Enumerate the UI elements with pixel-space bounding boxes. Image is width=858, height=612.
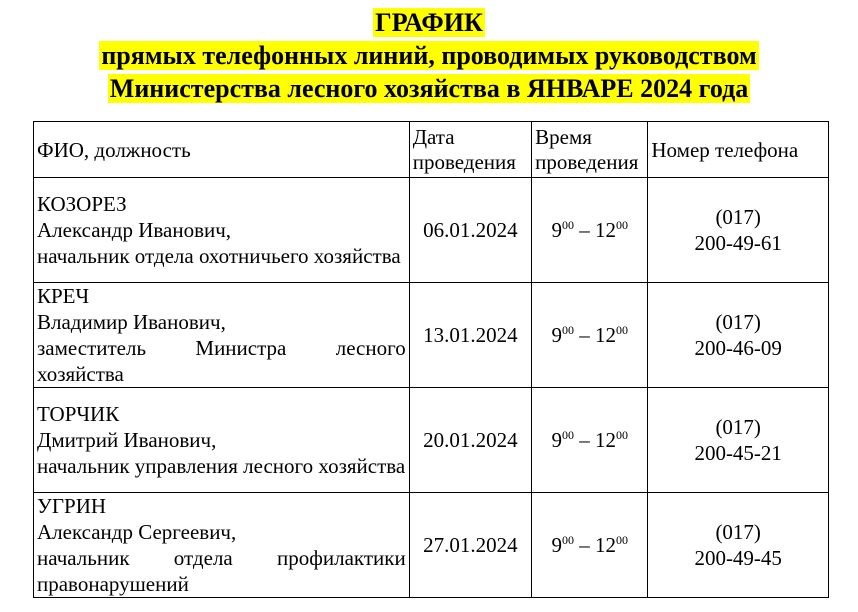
official-given-names: Владимир Иванович, bbox=[37, 310, 226, 334]
official-cell bbox=[34, 283, 410, 388]
official-given-names: Александр Иванович, bbox=[37, 218, 232, 242]
date-cell: 13.01.2024 bbox=[409, 283, 531, 388]
phone-cell bbox=[648, 178, 829, 283]
document-subtitle-2: Министерства лесного хозяйства в ЯНВАРЕ 2024 года bbox=[109, 74, 749, 103]
schedule-table bbox=[33, 121, 829, 598]
time-cell bbox=[532, 388, 648, 493]
time-end-minutes: 00 bbox=[616, 533, 629, 547]
time-separator: – bbox=[574, 323, 596, 347]
phone-code: (017) bbox=[715, 520, 761, 544]
official-surname: КОЗОРЕЗ bbox=[37, 192, 127, 216]
document-title-line bbox=[0, 6, 858, 39]
date-cell: 27.01.2024 bbox=[409, 493, 531, 598]
official-position: начальник управления лесного хозяйства bbox=[37, 454, 406, 478]
table-row bbox=[34, 388, 829, 493]
phone-code: (017) bbox=[715, 205, 761, 229]
table-row bbox=[34, 178, 829, 283]
time-end-hour: 12 bbox=[595, 218, 617, 242]
phone-number: 200-49-45 bbox=[694, 546, 782, 570]
column-header-time: Время проведения bbox=[532, 122, 648, 178]
time-start-hour: 9 bbox=[551, 323, 563, 347]
official-surname: УГРИН bbox=[37, 494, 107, 518]
official-position: начальник отдела профилактики правонарушений bbox=[37, 546, 406, 596]
time-start-hour: 9 bbox=[551, 533, 563, 557]
time-start-hour: 9 bbox=[551, 218, 563, 242]
column-header-date: Дата проведения bbox=[409, 122, 531, 178]
official-given-names: Александр Сергеевич, bbox=[37, 520, 237, 544]
time-cell bbox=[532, 178, 648, 283]
phone-number: 200-49-61 bbox=[694, 231, 782, 255]
official-cell bbox=[34, 388, 410, 493]
column-header-phone: Номер телефона bbox=[648, 122, 829, 178]
time-end-minutes: 00 bbox=[616, 323, 629, 337]
document-subtitle-1: прямых телефонных линий, проводимых руководством bbox=[101, 41, 757, 70]
time-start-hour: 9 bbox=[551, 428, 563, 452]
document-subtitle-line-1 bbox=[0, 39, 858, 72]
document-subtitle-line-2 bbox=[0, 72, 858, 105]
time-cell bbox=[532, 493, 648, 598]
official-surname: КРЕЧ bbox=[37, 284, 90, 308]
time-end-hour: 12 bbox=[595, 323, 617, 347]
official-position: начальник отдела охотничьего хозяйства bbox=[37, 244, 401, 268]
document-header bbox=[0, 6, 858, 105]
time-start-minutes: 00 bbox=[562, 533, 575, 547]
phone-cell bbox=[648, 493, 829, 598]
time-end-hour: 12 bbox=[595, 533, 617, 557]
official-position: заместитель Министра лесного хозяйства bbox=[37, 336, 406, 386]
time-start-minutes: 00 bbox=[562, 323, 575, 337]
phone-number: 200-46-09 bbox=[694, 336, 782, 360]
time-end-minutes: 00 bbox=[616, 218, 629, 232]
phone-cell bbox=[648, 388, 829, 493]
table-row bbox=[34, 493, 829, 598]
column-header-name: ФИО, должность bbox=[34, 122, 410, 178]
phone-code: (017) bbox=[715, 415, 761, 439]
official-surname: ТОРЧИК bbox=[37, 402, 120, 426]
official-given-names: Дмитрий Иванович, bbox=[37, 428, 217, 452]
official-cell bbox=[34, 493, 410, 598]
official-cell bbox=[34, 178, 410, 283]
date-cell: 06.01.2024 bbox=[409, 178, 531, 283]
date-cell: 20.01.2024 bbox=[409, 388, 531, 493]
time-separator: – bbox=[574, 218, 596, 242]
time-start-minutes: 00 bbox=[562, 428, 575, 442]
phone-code: (017) bbox=[715, 310, 761, 334]
document-title: ГРАФИК bbox=[375, 8, 483, 37]
phone-number: 200-45-21 bbox=[694, 441, 782, 465]
time-end-hour: 12 bbox=[595, 428, 617, 452]
time-separator: – bbox=[574, 533, 596, 557]
time-separator: – bbox=[574, 428, 596, 452]
table-header-row bbox=[34, 122, 829, 178]
time-cell bbox=[532, 283, 648, 388]
table-row bbox=[34, 283, 829, 388]
time-end-minutes: 00 bbox=[616, 428, 629, 442]
time-start-minutes: 00 bbox=[562, 218, 575, 232]
phone-cell bbox=[648, 283, 829, 388]
